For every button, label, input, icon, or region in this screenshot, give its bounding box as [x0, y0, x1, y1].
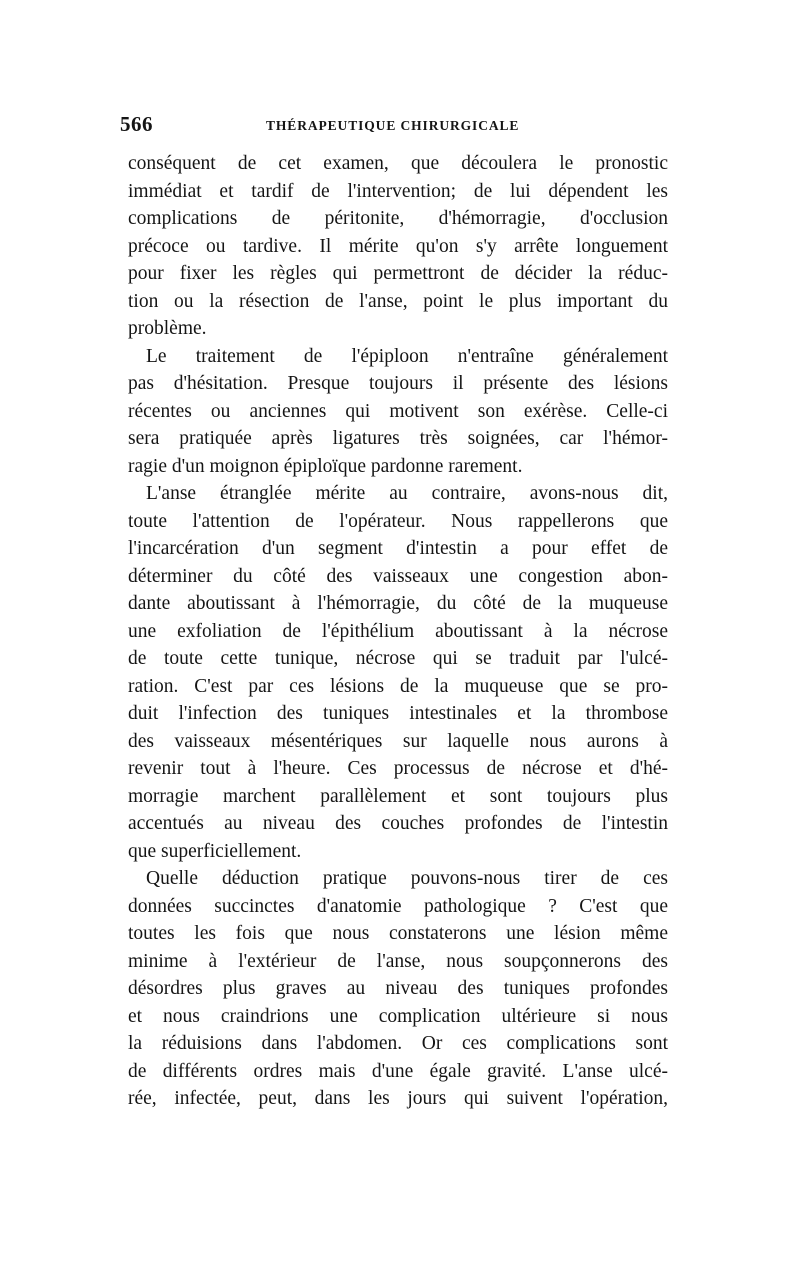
running-title: THÉRAPEUTIQUE CHIRURGICALE	[266, 118, 520, 133]
paragraph-first-line: Quelle déduction pratique pouvons-nous tirer de ces	[146, 868, 668, 889]
paragraph-first-line: Le traitement de l'épiploon n'entraîne généralement	[146, 345, 668, 367]
paragraph-first-line: L'anse étranglée mérite au contraire, avons-nous dit,	[146, 483, 668, 504]
text-line: duit l'infection des tuniques intestinales et la thrombose	[128, 703, 668, 724]
text-line: toutes les fois que nous constaterons une lésion même	[128, 923, 668, 944]
text-line: la réduisions dans l'abdomen. Or ces complications sont	[128, 1033, 668, 1054]
text-line: dante aboutissant à l'hémorragie, du côté de la muqueuse	[128, 593, 668, 614]
text-line: désordres plus graves au niveau des tuniques profondes	[128, 978, 668, 999]
text-line: et nous craindrions une complication ultérieure si nous	[128, 1005, 668, 1027]
text-line: pour fixer les règles qui permettront de décider la réduc-	[128, 263, 668, 284]
running-head	[120, 112, 680, 142]
text-line: récentes ou anciennes qui motivent son exérèse. Celle-ci	[128, 400, 668, 422]
text-line: accentués au niveau des couches profondes de l'intestin	[128, 813, 668, 834]
text-line: morragie marchent parallèlement et sont toujours plus	[128, 785, 668, 807]
text-line: rée, infectée, peut, dans les jours qui suivent l'opération,	[128, 1088, 668, 1109]
text-line: de différents ordres mais d'une égale gravité. L'anse ulcé-	[128, 1060, 668, 1082]
text-line: toute l'attention de l'opérateur. Nous rappellerons que	[128, 510, 668, 532]
text-line: ragie d'un moignon épiploïque pardonne rarement.	[128, 455, 523, 477]
text-line: ration. C'est par ces lésions de la muqueuse que se pro-	[128, 675, 668, 697]
text-line: immédiat et tardif de l'intervention; de lui dépendent les	[128, 180, 668, 202]
text-line: pas d'hésitation. Presque toujours il présente des lésions	[128, 373, 668, 394]
text-line: déterminer du côté des vaisseaux une congestion abon-	[128, 565, 668, 587]
text-line: complications de péritonite, d'hémorragie, d'occlusion	[128, 208, 668, 229]
text-line: l'incarcération d'un segment d'intestin a pour effet de	[128, 538, 668, 559]
text-line: une exfoliation de l'épithélium aboutissant à la nécrose	[128, 620, 668, 642]
text-line: problème.	[128, 318, 207, 339]
text-line: tion ou la résection de l'anse, point le plus important du	[128, 290, 668, 312]
text-line: revenir tout à l'heure. Ces processus de nécrose et d'hé-	[128, 758, 668, 779]
text-line: minime à l'extérieur de l'anse, nous soupçonnerons des	[128, 950, 668, 972]
text-line: conséquent de cet examen, que découlera le pronostic	[128, 153, 668, 174]
text-line: précoce ou tardive. Il mérite qu'on s'y arrête longuement	[128, 235, 668, 257]
body-text	[128, 150, 668, 1113]
text-line: que superficiellement.	[128, 840, 302, 862]
page-number: 566	[120, 112, 153, 136]
text-line: données succinctes d'anatomie pathologique ? C'est que	[128, 895, 668, 917]
text-line: sera pratiquée après ligatures très soignées, car l'hémor-	[128, 428, 668, 449]
text-line: de toute cette tunique, nécrose qui se traduit par l'ulcé-	[128, 648, 668, 669]
text-line: des vaisseaux mésentériques sur laquelle nous aurons à	[128, 730, 668, 752]
